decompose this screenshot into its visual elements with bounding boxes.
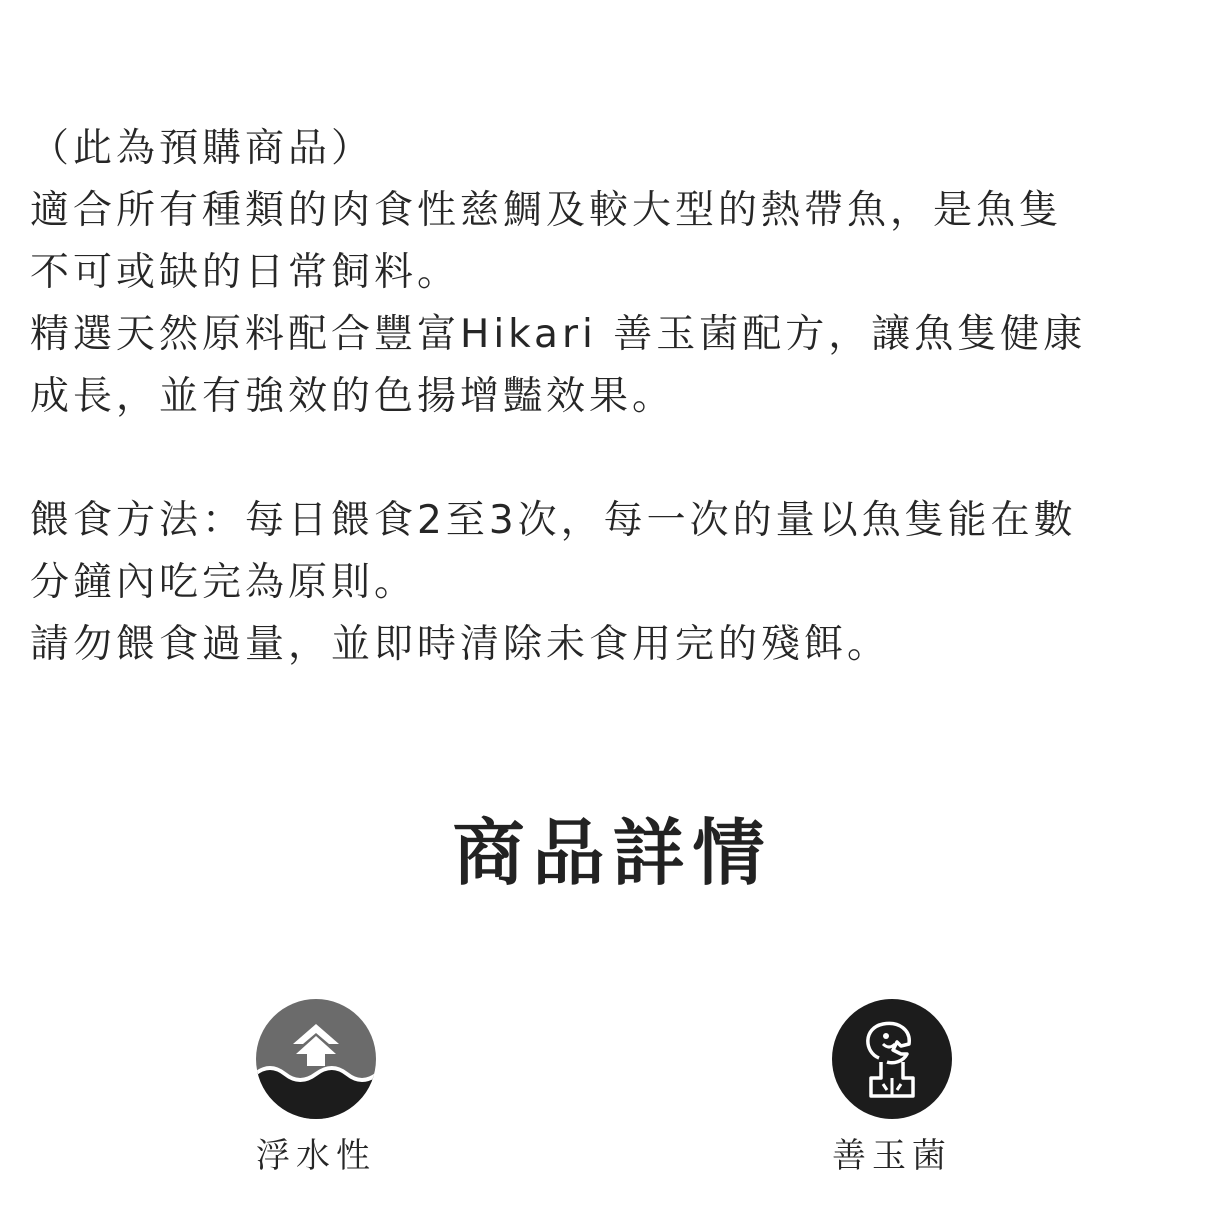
description-line: 精選天然原料配合豐富Hikari 善玉菌配方，讓魚隻健康 — [30, 312, 1087, 357]
feeding-line: 分鐘內吃完為原則。 — [30, 560, 418, 605]
description-line: （此為預購商品） — [30, 126, 375, 171]
feature-label: 浮水性 — [256, 1136, 376, 1176]
product-description — [30, 118, 1200, 676]
description-line: 成長，並有強效的色揚增豔效果。 — [30, 374, 676, 419]
feature-probiotic — [782, 998, 1002, 1178]
description-line: 不可或缺的日常飼料。 — [30, 250, 461, 295]
feature-floating — [206, 998, 426, 1178]
section-title: 商品詳情 — [452, 811, 773, 895]
feeding-line: 餵食方法：每日餵食2至3次，每一次的量以魚隻能在數 — [30, 498, 1077, 543]
feeding-line: 請勿餵食過量，並即時清除未食用完的殘餌。 — [30, 622, 891, 667]
feature-label: 善玉菌 — [832, 1136, 952, 1176]
floating-icon — [255, 998, 377, 1120]
paragraph-gap — [30, 428, 1200, 490]
probiotic-icon — [831, 998, 953, 1120]
description-line: 適合所有種類的肉食性慈鯛及較大型的熱帶魚，是魚隻 — [30, 188, 1063, 233]
